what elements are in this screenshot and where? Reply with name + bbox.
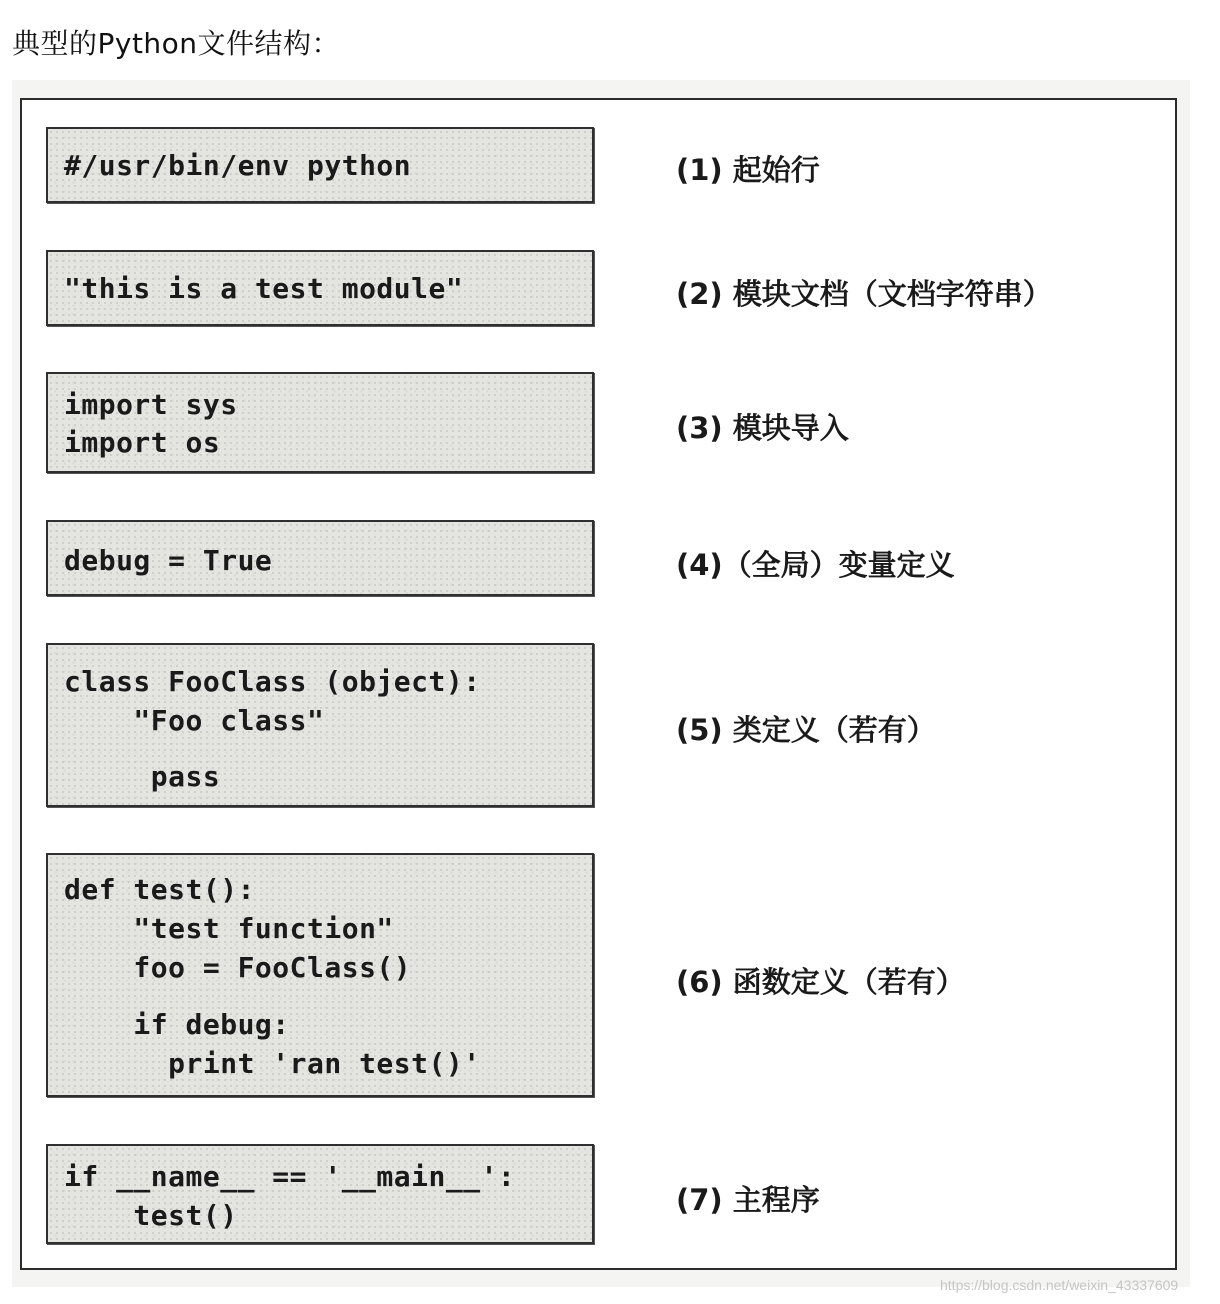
code-line: pass [64, 760, 221, 793]
code-box-globals [46, 520, 594, 596]
code-line: import sys [64, 388, 238, 421]
code-line: "this is a test module" [64, 272, 464, 305]
label-class-def: (5) 类定义（若有） [676, 713, 936, 747]
label-imports: (3) 模块导入 [676, 411, 849, 445]
code-line: "test function" [64, 912, 394, 945]
label-module-doc: (2) 模块文档（文档字符串） [676, 277, 1052, 311]
code-line: def test(): [64, 873, 255, 906]
code-box-imports [46, 372, 594, 473]
code-line: "Foo class" [64, 704, 325, 737]
watermark: https://blog.csdn.net/weixin_43337609 [940, 1277, 1179, 1293]
label-main: (7) 主程序 [676, 1183, 820, 1217]
code-box-module-doc [46, 250, 594, 326]
code-line: if __name__ == '__main__': [64, 1160, 516, 1193]
code-line: class FooClass (object): [64, 665, 481, 698]
code-line: foo = FooClass() [64, 951, 412, 984]
code-line: print 'ran test()' [64, 1047, 481, 1080]
label-startup-line: (1) 起始行 [676, 153, 820, 187]
page-heading: 典型的Python文件结构： [12, 27, 341, 60]
code-box-main [46, 1144, 594, 1244]
code-line: if debug: [64, 1008, 290, 1041]
label-function-def: (6) 函数定义（若有） [676, 965, 965, 999]
code-line: #/usr/bin/env python [64, 149, 412, 182]
code-box-class-def [46, 643, 594, 807]
code-line: test() [64, 1199, 238, 1232]
code-box-function-def [46, 853, 594, 1097]
code-line: debug = True [64, 544, 273, 577]
code-line: import os [64, 426, 221, 459]
label-globals: (4)（全局）变量定义 [676, 548, 955, 582]
code-box-startup-line [46, 127, 594, 203]
